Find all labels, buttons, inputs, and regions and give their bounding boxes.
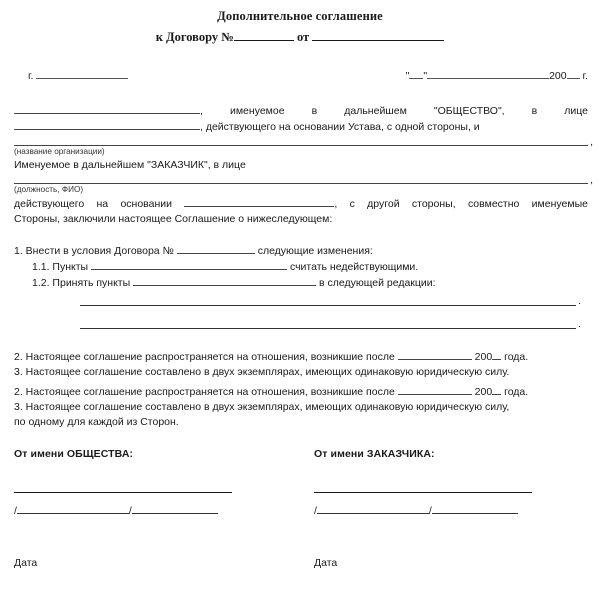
clause-list	[14, 245, 588, 291]
slash-right-2: /	[428, 504, 432, 517]
page-title: Дополнительное соглашение	[217, 9, 383, 23]
signature-fio-blank-company[interactable]	[17, 513, 129, 514]
basis-paragraph	[14, 198, 588, 212]
clause-2-suffix: года.	[504, 350, 529, 363]
signature-column-company	[14, 448, 300, 571]
rule-tail-comma-2: ,	[590, 174, 593, 187]
slash-left-1: /	[14, 504, 17, 517]
clause-1-2-prefix: 1.2. Принять пункты	[32, 276, 131, 289]
blank-fill-lines	[14, 294, 588, 330]
clause-1-1-prefix: 1.1. Пункты	[32, 260, 89, 273]
party1-basis-line	[14, 121, 588, 135]
clause-2b-suffix: года.	[504, 385, 529, 398]
line-end-period: .	[578, 294, 581, 307]
signature-area	[0, 448, 600, 571]
blank-fill-line[interactable]	[80, 317, 581, 330]
clause-2-duplicate	[14, 386, 588, 400]
signature-title-company: От имени ОБЩЕСТВА:	[14, 448, 134, 460]
contract-ref-mid: от	[296, 29, 310, 44]
clause-3: 3. Настоящее соглашение составлено в двух экземплярах, имеющих одинаковую юридическую силу.	[14, 365, 510, 378]
clause-1-1-blank[interactable]	[91, 269, 287, 270]
quote-close: "	[423, 70, 428, 83]
blank-fill-line[interactable]	[80, 294, 581, 307]
clause-2b-date-blank[interactable]	[398, 394, 472, 395]
city-date-row	[0, 70, 600, 88]
party1-representative-blank[interactable]	[14, 129, 200, 130]
contract-ref-prefix: к Договору №	[155, 29, 234, 44]
tail-clause-list	[14, 351, 588, 430]
day-blank[interactable]	[409, 78, 423, 79]
clause-2b-year-blank[interactable]	[492, 394, 501, 395]
clause-1-2-suffix: в следующей редакции:	[319, 276, 436, 289]
signature-position-blank-customer[interactable]	[432, 513, 518, 514]
clause-2b-year: 200	[474, 385, 493, 398]
organization-name-rule[interactable]	[14, 136, 593, 149]
signature-name-slots-company	[14, 505, 300, 519]
month-blank[interactable]	[427, 78, 549, 79]
document-body	[0, 105, 600, 429]
clause-1-prefix: 1. Внести в условия Договора №	[14, 244, 174, 257]
contract-date-blank[interactable]	[312, 40, 444, 41]
date-field	[406, 70, 588, 84]
party1-basis-text: , действующего на основании Устава, с одной стороны, и	[200, 121, 480, 134]
clause-2-year: 200	[474, 350, 493, 363]
party1-name-blank[interactable]	[14, 113, 200, 114]
rule-tail-comma: ,	[590, 136, 593, 149]
clause-2-prefix: 2. Настоящее соглашение распространяется на отношения, возникшие после	[14, 350, 395, 363]
slash-left-2: /	[128, 504, 132, 517]
clause-3-duplicate-line1: 3. Настоящее соглашение составлено в двух экземплярах, имеющих одинаковую юридическую силу,	[14, 400, 510, 413]
basis-second-line: Стороны, заключили настоящее Соглашение о нижеследующем:	[14, 212, 333, 225]
clause-1	[14, 245, 588, 259]
clause-2	[14, 351, 588, 365]
signature-line-customer[interactable]	[314, 492, 532, 493]
year-suffix: г.	[582, 70, 588, 83]
clause-1-1-suffix: считать недействующими.	[289, 260, 419, 273]
signature-columns	[14, 448, 586, 571]
slash-right-1: /	[314, 504, 317, 517]
position-fio-rule[interactable]	[14, 174, 593, 187]
document-title-block	[0, 0, 600, 45]
signature-line-company[interactable]	[14, 492, 232, 493]
clause-2-year-blank[interactable]	[492, 359, 501, 360]
basis-blank[interactable]	[184, 206, 334, 207]
line-end-period: .	[578, 317, 581, 330]
clause-1-2-blank[interactable]	[133, 285, 316, 286]
signature-column-customer	[300, 448, 586, 571]
date-label-company: Дата	[14, 556, 38, 569]
signature-name-slots-customer	[314, 505, 586, 519]
contract-number-blank[interactable]	[234, 40, 294, 41]
party2-paragraph: Именуемое в дальнейшем "ЗАКАЗЧИК", в лице	[14, 159, 246, 172]
quote-open: "	[405, 70, 410, 83]
clause-2b-prefix: 2. Настоящее соглашение распространяется на отношения, возникшие после	[14, 385, 395, 398]
clause-1-contract-blank[interactable]	[177, 253, 255, 254]
clause-2-date-blank[interactable]	[398, 359, 472, 360]
party1-text: , именуемое в дальнейшем "ОБЩЕСТВО", в лице	[200, 105, 588, 118]
contract-reference-line	[0, 29, 600, 46]
clause-1-suffix: следующие изменения:	[257, 244, 373, 257]
clause-3-duplicate-line2: по одному для каждой из Сторон.	[14, 415, 179, 428]
signature-fio-blank-customer[interactable]	[317, 513, 429, 514]
city-blank[interactable]	[36, 78, 128, 79]
position-fio-caption: (должность, ФИО)	[14, 185, 84, 195]
party1-paragraph	[14, 105, 588, 119]
city-field	[28, 70, 128, 84]
basis-suffix: , с другой стороны, совместно именуемые	[334, 197, 588, 210]
clause-1-1	[14, 261, 588, 275]
date-label-customer: Дата	[314, 556, 338, 569]
organization-name-caption: (название организации)	[14, 147, 105, 157]
basis-prefix: действующего на основании	[14, 197, 173, 210]
signature-position-blank-company[interactable]	[132, 513, 218, 514]
signature-title-customer: От имени ЗАКАЗЧИКА:	[314, 448, 435, 460]
year-prefix: 200	[549, 70, 567, 83]
clause-1-2	[14, 277, 588, 291]
year-blank[interactable]	[567, 78, 580, 79]
city-label: г.	[28, 70, 34, 83]
